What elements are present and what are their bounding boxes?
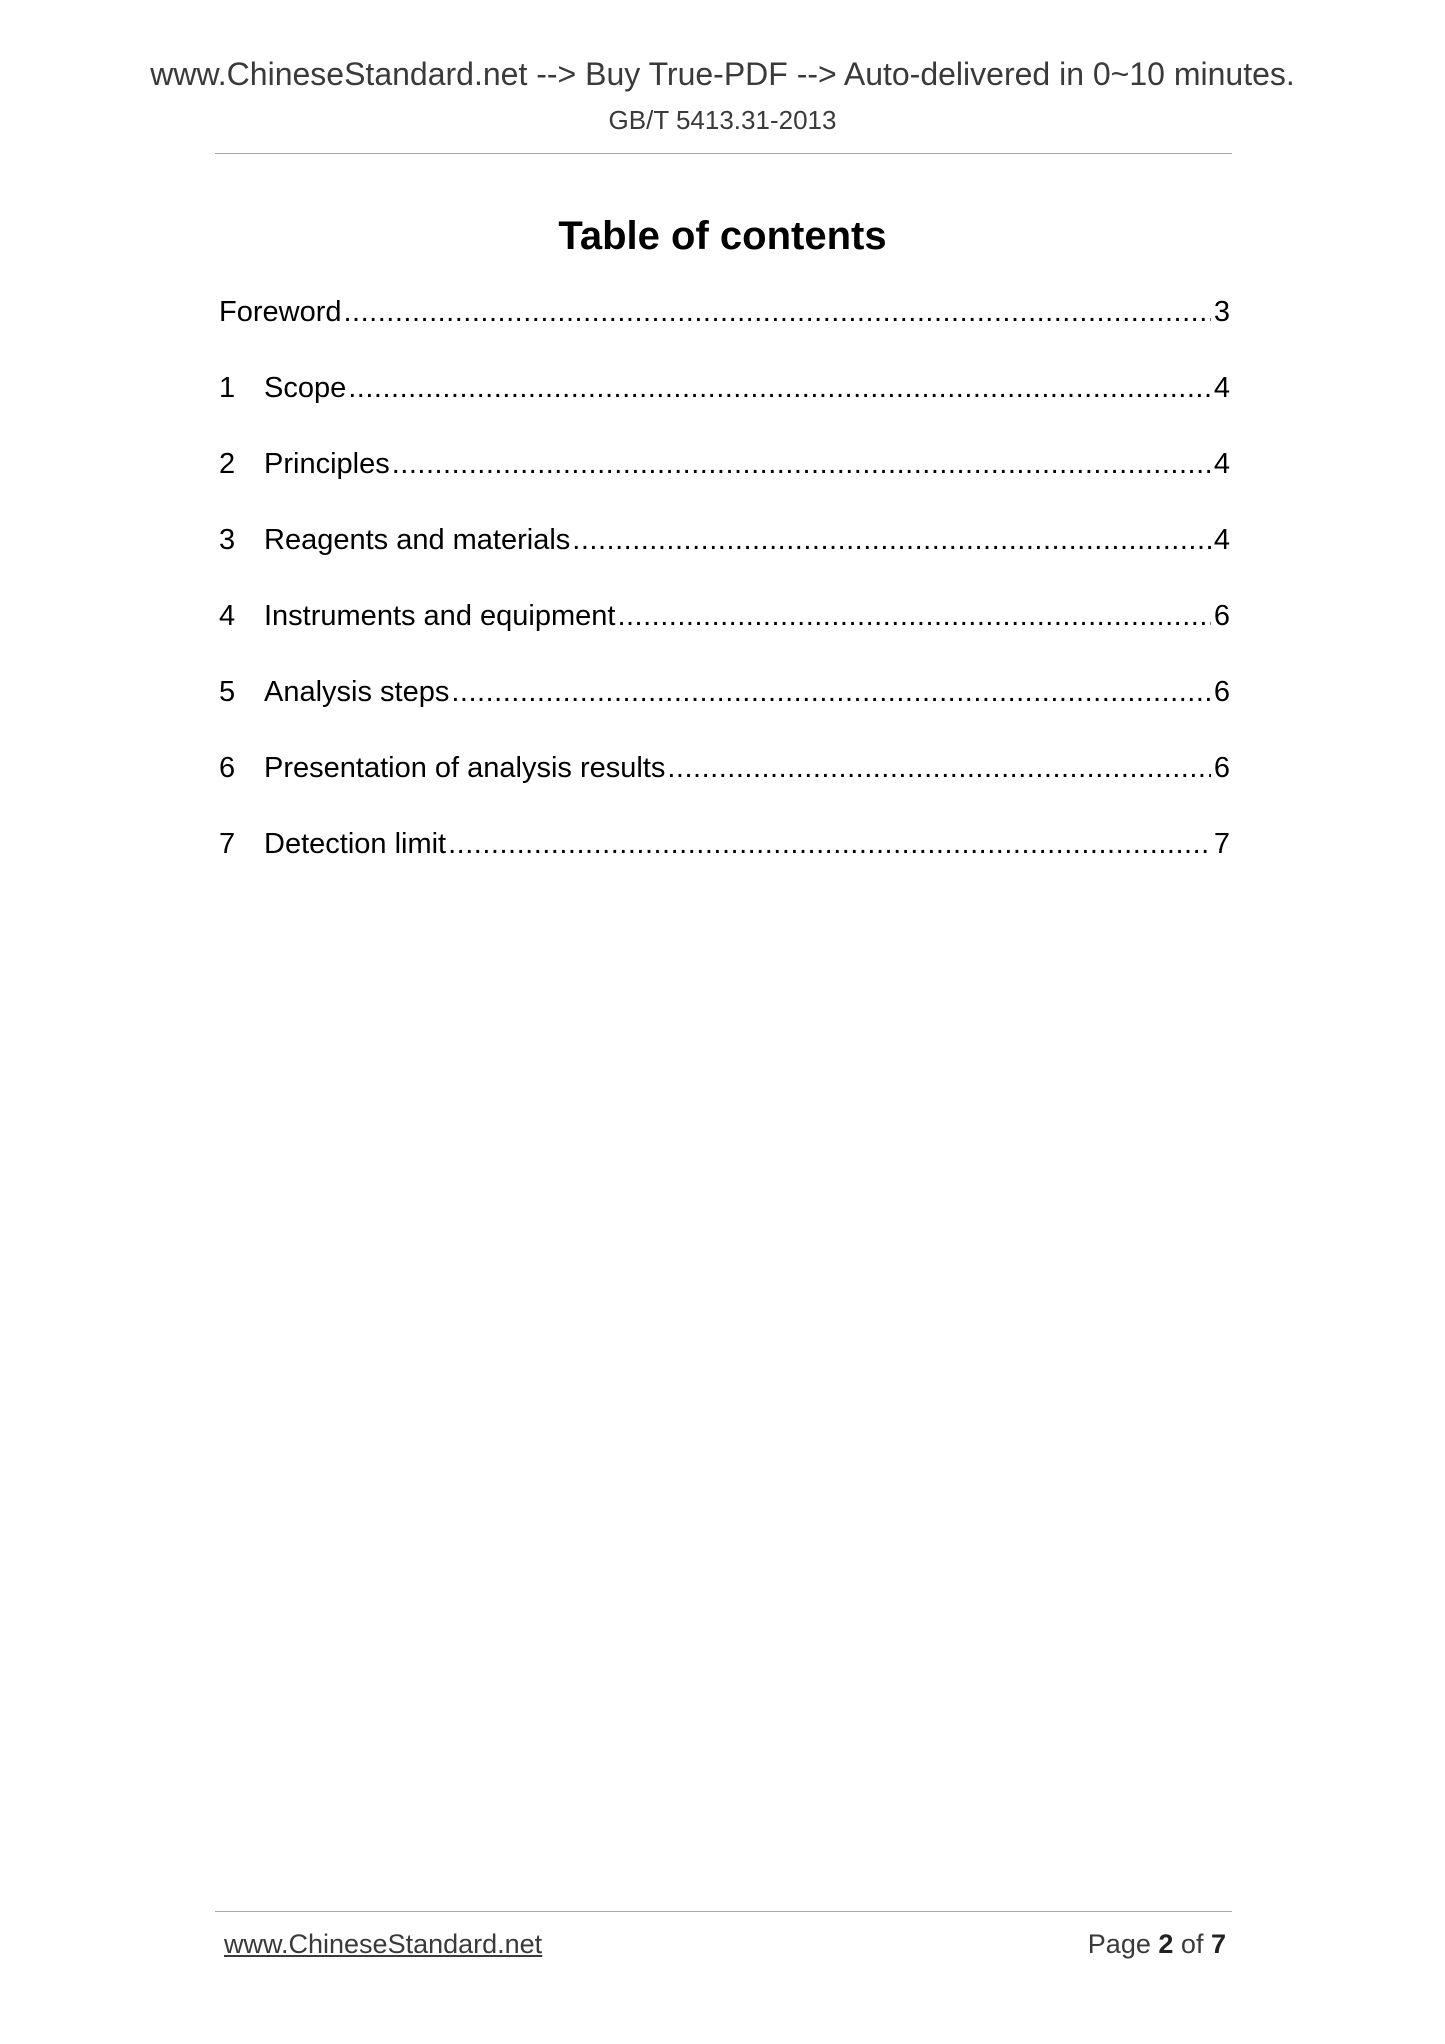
toc-entry-label: Scope xyxy=(264,372,347,404)
header-banner: www.ChineseStandard.net --> Buy True-PDF --> Auto-delivered in 0~10 minutes. xyxy=(150,56,1295,92)
toc-entry-page: 6 xyxy=(1213,676,1230,708)
toc-entry-detection-limit[interactable] xyxy=(219,826,1230,902)
toc-entry-page: 6 xyxy=(1213,600,1230,632)
toc-leader-dots xyxy=(344,294,1211,330)
toc-entry-page: 4 xyxy=(1213,448,1230,480)
toc-entry-label: Reagents and materials xyxy=(264,524,571,556)
toc-leader-dots xyxy=(451,674,1211,710)
toc-entry-label: Analysis steps xyxy=(264,676,450,708)
page-number-indicator xyxy=(1088,1929,1226,1960)
toc-leader-dots xyxy=(448,826,1211,862)
footer-site-link[interactable]: www.ChineseStandard.net xyxy=(224,1929,543,1959)
toc-entry-page: 6 xyxy=(1213,752,1230,784)
toc-entry-number: 5 xyxy=(219,676,236,708)
toc-entry-reagents[interactable] xyxy=(219,522,1230,598)
toc-leader-dots xyxy=(392,446,1211,482)
toc-entry-number: 4 xyxy=(219,600,236,632)
toc-entry-scope[interactable] xyxy=(219,370,1230,446)
toc-list xyxy=(219,294,1230,902)
toc-entry-label: Instruments and equipment xyxy=(264,600,616,632)
toc-leader-dots xyxy=(667,750,1210,786)
toc-entry-number: 1 xyxy=(219,372,236,404)
toc-entry-page: 7 xyxy=(1213,828,1230,860)
page-prefix: Page xyxy=(1087,1929,1151,1959)
header-divider xyxy=(215,153,1232,154)
page-of-label: of xyxy=(1180,1929,1204,1959)
toc-entry-instruments[interactable] xyxy=(219,598,1230,674)
toc-entry-page: 3 xyxy=(1213,296,1230,328)
toc-entry-page: 4 xyxy=(1213,524,1230,556)
toc-entry-label: Foreword xyxy=(219,296,342,328)
toc-entry-number: 2 xyxy=(219,448,236,480)
toc-entry-number: 6 xyxy=(219,752,236,784)
current-page-number: 2 xyxy=(1158,1929,1174,1959)
page-title: Table of contents xyxy=(558,214,887,258)
toc-entry-principles[interactable] xyxy=(219,446,1230,522)
toc-leader-dots xyxy=(348,370,1211,406)
standard-code: GB/T 5413.31-2013 xyxy=(608,105,837,135)
toc-entry-label: Detection limit xyxy=(264,828,447,860)
toc-leader-dots xyxy=(617,598,1210,634)
toc-entry-page: 4 xyxy=(1213,372,1230,404)
toc-entry-analysis-steps[interactable] xyxy=(219,674,1230,750)
toc-leader-dots xyxy=(572,522,1211,558)
toc-entry-number: 7 xyxy=(219,828,236,860)
toc-entry-label: Presentation of analysis results xyxy=(264,752,666,784)
footer-divider xyxy=(215,1911,1232,1912)
toc-entry-presentation[interactable] xyxy=(219,750,1230,826)
toc-entry-foreword[interactable] xyxy=(219,294,1230,370)
toc-entry-label: Principles xyxy=(264,448,390,480)
total-pages-number: 7 xyxy=(1210,1929,1226,1959)
toc-entry-number: 3 xyxy=(219,524,236,556)
